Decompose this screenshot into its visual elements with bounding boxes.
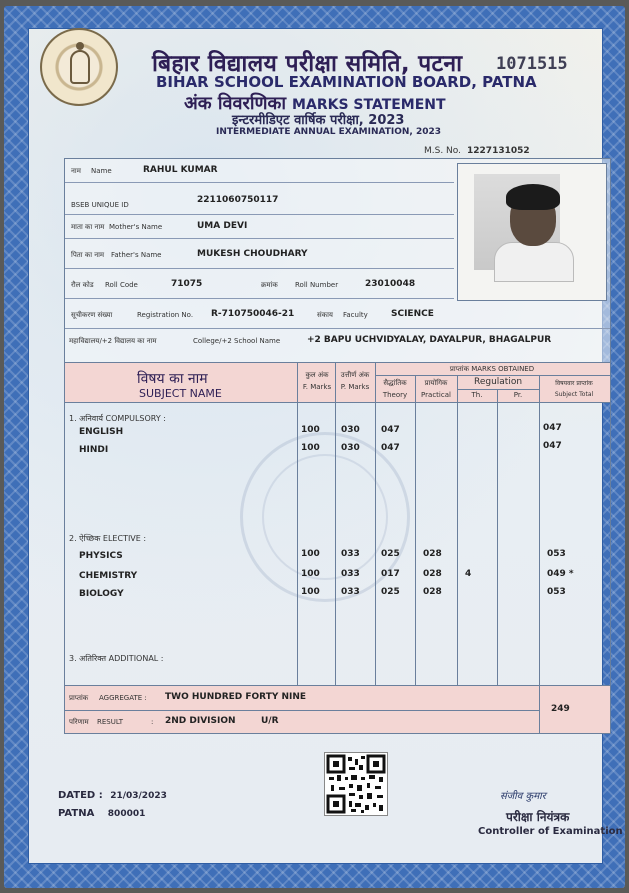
subject-header-hindi: विषय का नाम [137, 371, 208, 387]
aggregate-label-hindi: प्राप्तांक [69, 694, 89, 702]
elective-group-label: 2. ऐच्छिक ELECTIVE : [69, 534, 147, 543]
registration-label: Registration No. [137, 311, 194, 319]
statement-title-english: MARKS STATEMENT [292, 97, 446, 113]
registration-number: R-710750046-21 [211, 309, 295, 319]
col-divider-fm [297, 363, 298, 685]
registration-label-hindi: सूचीकरण संख्या [71, 311, 113, 319]
biology-full-marks: 100 [301, 587, 320, 597]
hindi-total: 047 [543, 441, 562, 451]
ms-number-value: 1227131052 [467, 146, 530, 156]
place-pin: 800001 [107, 809, 146, 819]
col-divider-practical [415, 375, 416, 685]
bseb-unique-id: 2211060750117 [197, 195, 279, 205]
physics-total: 053 [547, 549, 566, 559]
emblem-lamp-icon [76, 42, 84, 50]
english-full-marks: 100 [301, 425, 320, 435]
practical-header: Practical [421, 391, 451, 399]
physics-theory: 025 [381, 549, 400, 559]
college-name: +2 BAPU UCHVIDYALAY, DAYALPUR, BHAGALPUR [307, 335, 552, 345]
col-divider-pm [335, 363, 336, 685]
father-label-hindi: पिता का नाम [71, 251, 105, 259]
mother-name: UMA DEVI [197, 221, 248, 231]
physics-full-marks: 100 [301, 549, 320, 559]
father-name: MUKESH CHOUDHARY [197, 249, 308, 259]
result-remark: U/R [261, 716, 279, 726]
faculty-label: Faculty [343, 311, 368, 319]
marks-table [64, 362, 611, 686]
roll-number-label-hindi: क्रमांक [261, 281, 278, 289]
student-name: RAHUL KUMAR [143, 165, 218, 175]
uid-label: BSEB UNIQUE ID [71, 201, 129, 209]
name-row [65, 159, 454, 183]
college-label-hindi: महाविद्यालय/+2 विद्यालय का नाम [69, 337, 157, 345]
father-row [65, 239, 454, 269]
college-label: College/+2 School Name [193, 337, 281, 345]
mother-label-hindi: माता का नाम [71, 223, 105, 231]
emblem-figure-icon [70, 50, 90, 84]
father-label: Father's Name [111, 251, 162, 259]
roll-number-label: Roll Number [295, 281, 339, 289]
roll-row [65, 269, 454, 299]
pass-marks-header: P. Marks [340, 383, 370, 391]
ms-number [424, 146, 530, 156]
mother-label: Mother's Name [109, 223, 163, 231]
controller-title-hindi: परीक्षा नियंत्रक [506, 810, 570, 824]
chemistry-full-marks: 100 [301, 569, 320, 579]
full-marks-header: F. Marks [302, 383, 332, 391]
board-emblem [40, 28, 118, 106]
aggregate-box [64, 686, 611, 734]
roll-code: 71075 [171, 279, 203, 289]
hindi-full-marks: 100 [301, 443, 320, 453]
biology-practical: 028 [423, 587, 442, 597]
controller-title: Controller of Examination [478, 826, 623, 837]
name-label: Name [91, 167, 112, 175]
dated [58, 790, 167, 801]
subject-header-english: SUBJECT NAME [139, 387, 222, 400]
regulation-header: Regulation [473, 377, 523, 387]
qr-code [324, 752, 388, 816]
biology-pass-marks: 033 [341, 587, 360, 597]
additional-group-label: 3. अतिरिक्त ADDITIONAL : [69, 654, 164, 663]
physics-pass-marks: 033 [341, 549, 360, 559]
uid-row [65, 183, 454, 215]
subject-total-header: Subject Total [554, 391, 594, 398]
marks-obtained-header: प्राप्तांक MARKS OBTAINED [449, 365, 535, 373]
result-label: RESULT [97, 718, 124, 726]
faculty-label-hindi: संकाय [317, 311, 333, 319]
board-name-english: BIHAR SCHOOL EXAMINATION BOARD, PATNA [156, 73, 537, 91]
roll-code-label: Roll Code [105, 281, 138, 289]
place-name: PATNA [58, 808, 95, 819]
biology-theory: 025 [381, 587, 400, 597]
result-label-hindi: परिणाम [69, 718, 89, 726]
hindi-theory: 047 [381, 443, 400, 453]
qr-code-icon [325, 753, 387, 815]
pass-marks-header-hindi: उत्तीर्ण अंक [340, 371, 370, 379]
photo-background [474, 174, 560, 270]
result-colon: : [151, 718, 154, 726]
hindi-pass-marks: 030 [341, 443, 360, 453]
aggregate-total: 249 [551, 704, 570, 714]
compulsory-group-label: 1. अनिवार्य COMPULSORY : [69, 414, 166, 423]
aggregate-divider [65, 710, 539, 711]
aggregate-label: AGGREGATE : [99, 694, 147, 702]
col-divider-reg-pr [497, 389, 498, 685]
serial-number: 1071515 [496, 54, 568, 74]
theory-header: Theory [382, 391, 408, 399]
roll-code-label-hindi: रौल कोड [71, 281, 94, 289]
registration-row [65, 299, 610, 329]
subject-total-header-hindi: विषयवार प्राप्तांक [555, 380, 593, 387]
board-name-hindi: बिहार विद्यालय परीक्षा समिति, पटना [152, 51, 463, 77]
chemistry-regulation-theory: 4 [465, 569, 472, 579]
physics-practical: 028 [423, 549, 442, 559]
dated-label: DATED : [58, 790, 103, 801]
col-divider-reg [457, 375, 458, 685]
subject-physics: PHYSICS [79, 551, 123, 561]
subject-english: ENGLISH [79, 427, 124, 437]
photo-hair [506, 184, 560, 210]
place [58, 808, 145, 819]
result-division: 2ND DIVISION [165, 716, 236, 726]
col-divider-theory [375, 363, 376, 685]
exam-name-english: INTERMEDIATE ANNUAL EXAMINATION, 2023 [216, 127, 442, 137]
aggregate-words: TWO HUNDRED FORTY NINE [165, 692, 307, 702]
header-divider-1 [375, 375, 610, 376]
chemistry-pass-marks: 033 [341, 569, 360, 579]
faculty: SCIENCE [391, 309, 434, 319]
chemistry-total: 049 * [547, 569, 574, 579]
col-divider-total [539, 375, 540, 685]
theory-header-hindi: सैद्धांतिक [383, 379, 407, 387]
practical-header-hindi: प्रायोगिक [424, 379, 448, 387]
english-total: 047 [543, 423, 562, 433]
student-photo [457, 163, 607, 301]
statement-title-hindi: अंक विवरणिका [184, 93, 287, 114]
biology-total: 053 [547, 587, 566, 597]
mother-row [65, 215, 454, 239]
issue-date: 21/03/2023 [110, 791, 167, 801]
student-info-box [64, 158, 611, 363]
aggregate-total-divider [539, 686, 540, 733]
college-row [65, 329, 610, 363]
name-label-hindi: नाम [71, 167, 81, 175]
subject-hindi: HINDI [79, 445, 109, 455]
ms-number-label: M.S. No. [424, 146, 462, 156]
english-theory: 047 [381, 425, 400, 435]
chemistry-practical: 028 [423, 569, 442, 579]
marks-table-header [65, 363, 610, 403]
header-divider-2 [457, 389, 539, 390]
english-pass-marks: 030 [341, 425, 360, 435]
subject-biology: BIOLOGY [79, 589, 124, 599]
chemistry-theory: 017 [381, 569, 400, 579]
full-marks-header-hindi: कुल अंक [305, 371, 329, 379]
regulation-practical-header: Pr. [513, 391, 523, 399]
controller-signature: संजीव कुमार [500, 791, 546, 802]
regulation-theory-header: Th. [471, 391, 483, 399]
subject-chemistry: CHEMISTRY [79, 571, 138, 581]
roll-number: 23010048 [365, 279, 416, 289]
photo-shirt [494, 242, 574, 282]
exam-name-hindi: इन्टरमीडिएट वार्षिक परीक्षा, 2023 [232, 113, 405, 128]
